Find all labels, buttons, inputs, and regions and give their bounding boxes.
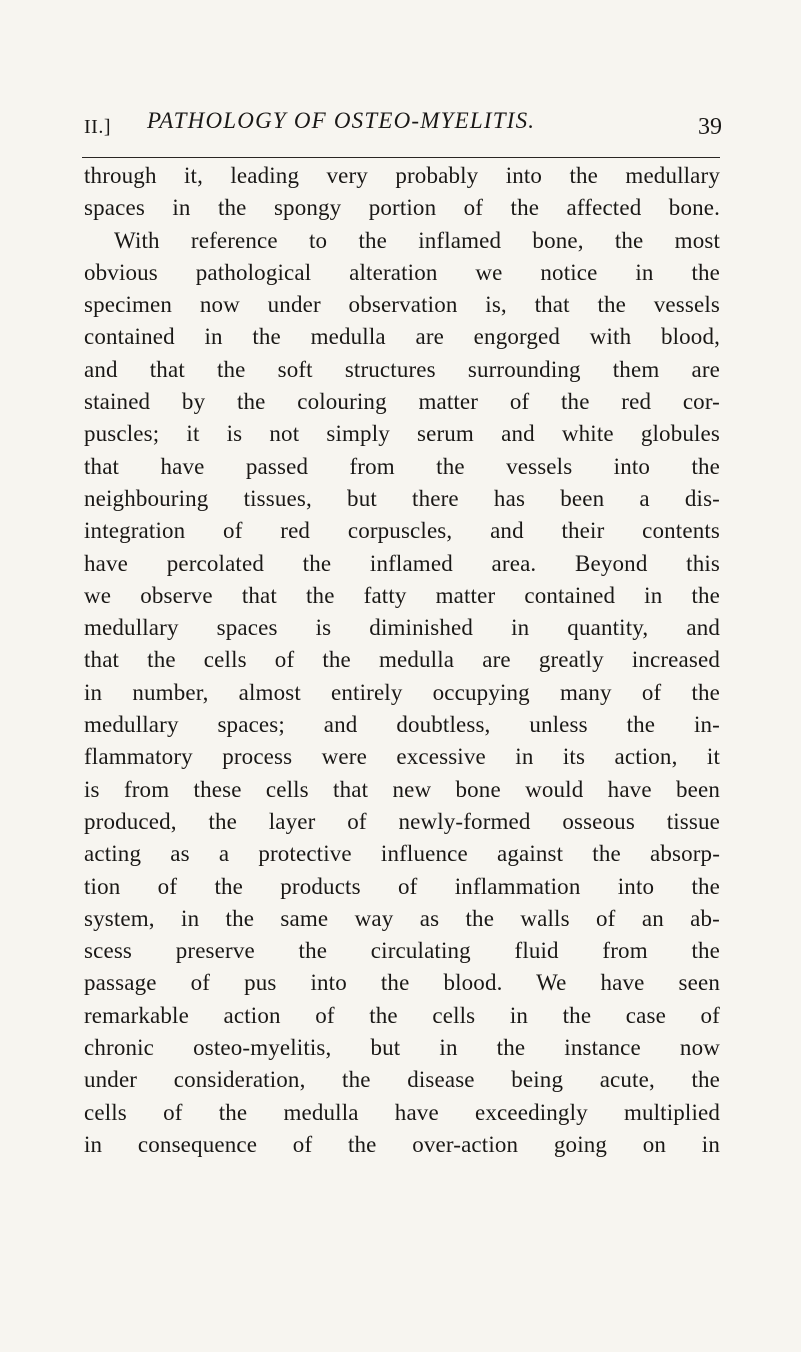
text-line: puscles; it is not simply serum and white globules [84, 421, 720, 447]
text-line: that the cells of the medulla are greatly increased [84, 647, 720, 673]
header-rule [82, 157, 720, 158]
text-line: acting as a protective influence against the absorp- [84, 841, 720, 867]
body-text [84, 160, 720, 1161]
text-line: spaces in the spongy portion of the affected bone. [84, 195, 720, 221]
text-line: obvious pathological alteration we notice in the [84, 259, 720, 285]
text-line: flammatory process were excessive in its action, it [84, 744, 720, 770]
text-line: contained in the medulla are engorged with blood, [84, 324, 720, 350]
text-line: in number, almost entirely occupying many of the [84, 679, 720, 705]
text-line: produced, the layer of newly-formed osseous tissue [84, 808, 720, 834]
text-line: integration of red corpuscles, and their contents [84, 518, 720, 544]
text-line: tion of the products of inflammation into the [84, 873, 720, 899]
text-line: stained by the colouring matter of the red cor- [84, 389, 720, 415]
text-line: under consideration, the disease being acute, the [84, 1067, 720, 1093]
text-line: medullary spaces; and doubtless, unless the in- [84, 712, 720, 738]
running-title: PATHOLOGY OF OSTEO-MYELITIS. [147, 108, 536, 133]
text-line: chronic osteo-myelitis, but in the instance now [84, 1035, 720, 1061]
text-line: is from these cells that new bone would have been [84, 776, 720, 802]
text-line: scess preserve the circulating fluid from the [84, 938, 720, 964]
paragraph-start-line: With reference to the inflamed bone, the most [114, 227, 720, 253]
text-line: specimen now under observation is, that the vessels [84, 292, 720, 318]
text-line: through it, leading very probably into the medullary [84, 163, 720, 188]
page-number: 39 [698, 114, 722, 140]
text-line: that have passed from the vessels into the [84, 453, 720, 479]
text-line: system, in the same way as the walls of an ab- [84, 905, 720, 931]
text-line: passage of pus into the blood. We have seen [84, 970, 720, 996]
text-line: medullary spaces is diminished in quantity, and [84, 615, 720, 641]
text-line: neighbouring tissues, but there has been a dis- [84, 485, 720, 511]
text-line: have percolated the inflamed area. Beyond this [84, 550, 720, 576]
text-line: remarkable action of the cells in the case of [84, 1002, 720, 1028]
text-line: in consequence of the over-action going on in [84, 1131, 720, 1157]
text-line: cells of the medulla have exceedingly multiplied [84, 1099, 720, 1125]
text-line: and that the soft structures surrounding them are [84, 356, 720, 382]
chapter-reference: II.] [84, 116, 111, 138]
running-head [82, 96, 722, 140]
text-line: we observe that the fatty matter contained in the [84, 582, 720, 608]
